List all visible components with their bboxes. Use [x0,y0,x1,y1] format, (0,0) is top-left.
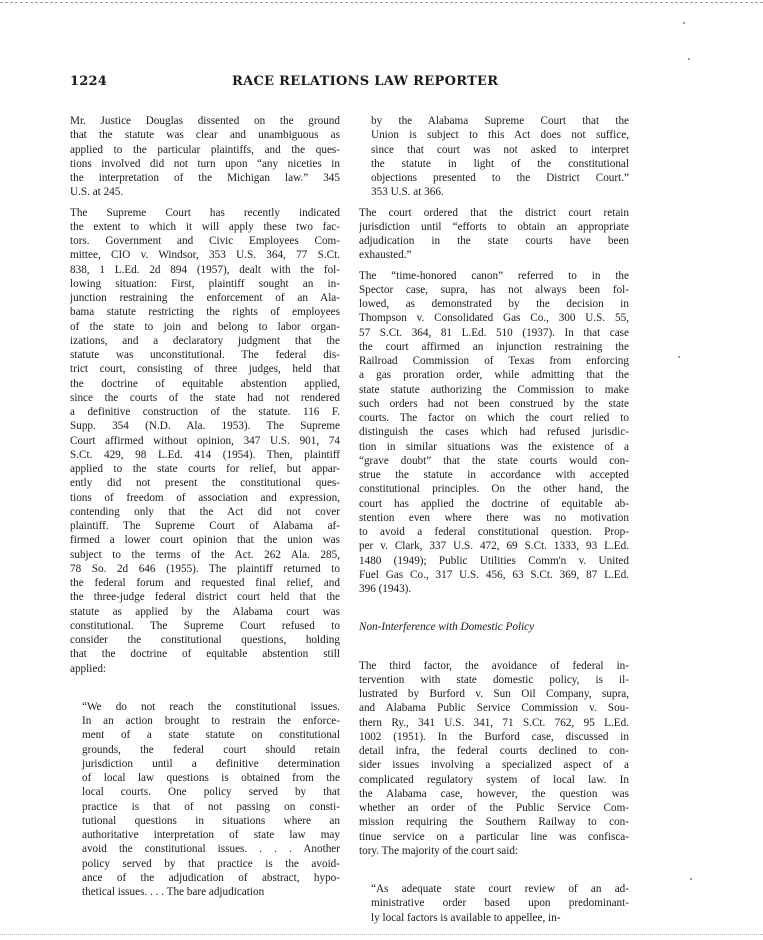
paragraph [70,114,340,200]
text-line: grounds, the federal court should retain [82,743,340,756]
text-line: firmed a lower court opinion that the union was [70,534,340,547]
text-line: jurisdiction until “efforts to obtain an appropriate [359,220,629,233]
text-line: a definitive construction of the statute. 116 F. [70,406,340,418]
text-line: a gas proration order, while admitting that the [359,369,629,382]
page-number: 1224 [70,74,107,89]
block-quote [359,114,629,200]
text-line: local courts. One policy served by that [82,786,340,799]
block-gap [359,635,629,659]
text-line: tutional questions in situations where an [82,814,340,827]
text-line: subject to the terms of the Act. 262 Ala. 285, [70,548,340,561]
text-line: of the state to join and belong to labor organ- [70,320,340,333]
block-gap [70,676,340,700]
text-line: the interpretation of the Michigan law.” 345 [70,172,340,184]
scan-speck [678,356,680,358]
scan-speck [683,22,685,24]
scan-speck [688,58,690,60]
text-line: exhausted.” [359,249,412,262]
block-quote [359,882,629,925]
text-line: the doctrine of equitable abstention applied, [70,377,340,390]
text-line: tervention with state domestic policy, is il- [359,673,629,686]
text-line: that the statute was clear and unambiguous as [70,129,340,142]
text-line: Mr. Justice Douglas dissented on the ground [70,115,340,127]
text-line: ly local factors is available to appellee, in- [371,911,561,924]
text-line: The third factor, the avoidance of federal in- [359,659,629,672]
text-line: per v. Clark, 337 U.S. 472, 69 S.Ct. 1333, 93 L.Ed. [359,540,629,553]
right-column [359,114,629,925]
text-line: lustrated by Burford v. Sun Oil Company, supra, [359,688,629,700]
text-line: and Alabama Public Service Commission v. Sou- [359,702,629,715]
text-line: tory. The majority of the court said: [359,844,519,857]
text-line: lowing situation: First, plaintiff sought an in- [70,277,340,290]
text-line: “As adequate state court review of an ad- [371,883,629,895]
text-line: to avoid a federal constitutional question. Prop- [359,526,629,538]
text-line: ment of a state statute on constitutional [82,729,340,742]
text-line: authoritative interpretation of state law may [82,829,340,841]
text-line: avoid the constitutional issues. . . . Another [82,843,340,856]
text-line: objections presented to the District Court.” [371,172,629,184]
text-line: Fuel Gas Co., 317 U.S. 456, 63 S.Ct. 369, 87 L.Ed. [359,568,629,581]
text-line: sider issues involving a specialized aspect of a [359,759,629,772]
text-line: detail infra, the federal courts declined to con- [359,745,629,757]
scan-speck [690,878,692,880]
text-line: trict court, consisting of three judges, held that [70,363,340,376]
block-quote [70,700,340,900]
text-line: In an action brought to restrain the enforce- [82,715,340,727]
text-line: thetical issues. . . . The bare adjudication [82,886,265,898]
paragraph [359,206,629,263]
text-line: junction restraining the enforcement of an Ala- [70,292,340,304]
text-line: whether an order of the Public Service Com- [359,802,629,814]
text-line: “grave doubt” that the state courts would con- [359,454,629,467]
text-line: izations, and a declaratory judgment that the [70,334,340,347]
text-line: ance of the adjudication of abstract, hypo- [82,871,340,884]
section-heading: Non-Interference with Domestic Policy [359,621,535,634]
text-line: court has applied the doctrine of equitable ab- [359,497,629,510]
text-line: Union is subject to this Act does not suffice, [371,129,629,142]
text-line: such orders had not been construed by the state [359,397,629,410]
paragraph [359,659,629,859]
text-line: mittee, CIO v. Windsor, 353 U.S. 364, 77 S.Ct. [70,249,340,262]
text-line: jurisdiction until a definitive determination [82,757,340,770]
text-line: 396 (1943). [359,583,412,595]
text-line: since the courts of the state had not rendered [70,391,340,404]
text-line: contending only that the Act did not cover [70,505,340,518]
text-line: plaintiff. The Supreme Court of Alabama af- [70,520,340,532]
text-line: since that court was not asked to interpret [371,143,629,156]
text-line: 78 So. 2d 646 (1955). The plaintiff returned to [70,562,340,575]
text-line: tinue service on a particular line was confisca- [359,830,629,843]
text-line: by the Alabama Supreme Court that the [371,115,629,127]
text-line: Supp. 354 (N.D. Ala. 1953). The Supreme [70,420,340,433]
text-line: distinguish the cases which had refused jurisdic- [359,426,629,439]
text-line: ently did not present the constitutional ques- [70,477,340,490]
text-line: courts. The factor on which the court relied to [359,412,629,424]
paragraph [70,206,340,676]
text-line: lowed, as demonstrated by the decision in [359,298,629,310]
text-line: The “time-honored canon” referred to in the [359,269,629,282]
text-line: strue the statute in accordance with accepted [359,469,629,481]
text-line: ministrative order based upon predominant- [371,897,629,910]
text-line: 838, 1 L.Ed. 2d 894 (1957), dealt with the fol- [70,263,340,276]
text-line: policy served by that practice is the avoid- [82,857,340,870]
text-line: 1002 (1951). In the Burford case, discussed in [359,730,629,743]
text-line: applied to the state courts for relief, but appar- [70,463,340,475]
text-line: adjudication in the state courts have been [359,235,629,247]
text-line: tors. Government and Civic Employees Com- [70,235,340,247]
block-gap [359,596,629,620]
text-line: bama statute restricting the rights of employees [70,306,340,319]
text-line: S.Ct. 429, 98 L.Ed. 414 (1954). Then, plaintiff [70,448,340,461]
text-line: tions of freedom of association and expression, [70,491,340,504]
paragraph [359,269,629,597]
text-line: state statute authorizing the Commission to make [359,383,629,396]
text-line: tions involved did not turn upon “any niceties in [70,157,340,170]
text-line: the extent to which it will apply these two fac- [70,220,340,233]
text-line: the Alabama case, however, the question was [359,787,629,800]
text-line: statute was unconstitutional. The federal dis- [70,349,340,361]
text-line: the federal forum and requested final relief, and [70,577,340,589]
text-line: Railroad Commission of Texas from enforcing [359,355,629,367]
text-line: the statute in light of the constitutional [371,157,629,170]
text-line: tion in similar situations was the existence of a [359,440,629,453]
text-line: consider the constitutional questions, holding [70,634,340,646]
text-line: the court affirmed an injunction restraining the [359,340,629,353]
text-line: The court ordered that the district court retain [359,206,629,219]
text-line: complicated regulatory system of local law. In [359,773,629,786]
text-line: the three-judge federal district court held that the [70,591,340,604]
text-line: applied to the particular plaintiffs, and the ques- [70,143,340,156]
text-line: constitutional. The Supreme Court refused to [70,619,340,632]
text-line: The Supreme Court has recently indicated [70,206,340,219]
block-gap [359,858,629,882]
top-page-edge [0,2,763,3]
text-line: 1480 (1949); Public Utilities Comm'n v. United [359,554,629,567]
left-column [70,114,340,899]
text-line: Court affirmed without opinion, 347 U.S. 901, 74 [70,434,340,447]
text-line: thern Ry., 341 U.S. 341, 71 S.Ct. 762, 95 L.Ed. [359,716,629,729]
text-line: constitutional principles. On the other hand, the [359,483,629,496]
text-line: Thompson v. Consolidated Gas Co., 300 U.S. 55, [359,312,629,325]
text-line: statute as applied by the Alabama court was [70,605,340,618]
text-line: Spector case, supra, has not always been fol- [359,283,629,296]
text-line: that the doctrine of equitable abstention still [70,648,340,661]
text-line: U.S. at 245. [70,186,124,199]
text-line: practice is that of not passing on consti- [82,800,340,813]
running-head: RACE RELATIONS LAW REPORTER [232,74,499,89]
text-line: of local law questions is obtained from the [82,772,340,784]
text-line: “We do not reach the constitutional issues. [82,700,340,713]
bottom-page-edge [0,934,763,935]
text-line: applied: [70,662,107,675]
text-line: stention even where there was no motivation [359,511,629,524]
text-line: 353 U.S. at 366. [371,186,444,199]
text-line: mission requiring the Southern Railway to con- [359,816,629,829]
text-line: 57 S.Ct. 364, 81 L.Ed. 510 (1937). In that case [359,326,629,339]
